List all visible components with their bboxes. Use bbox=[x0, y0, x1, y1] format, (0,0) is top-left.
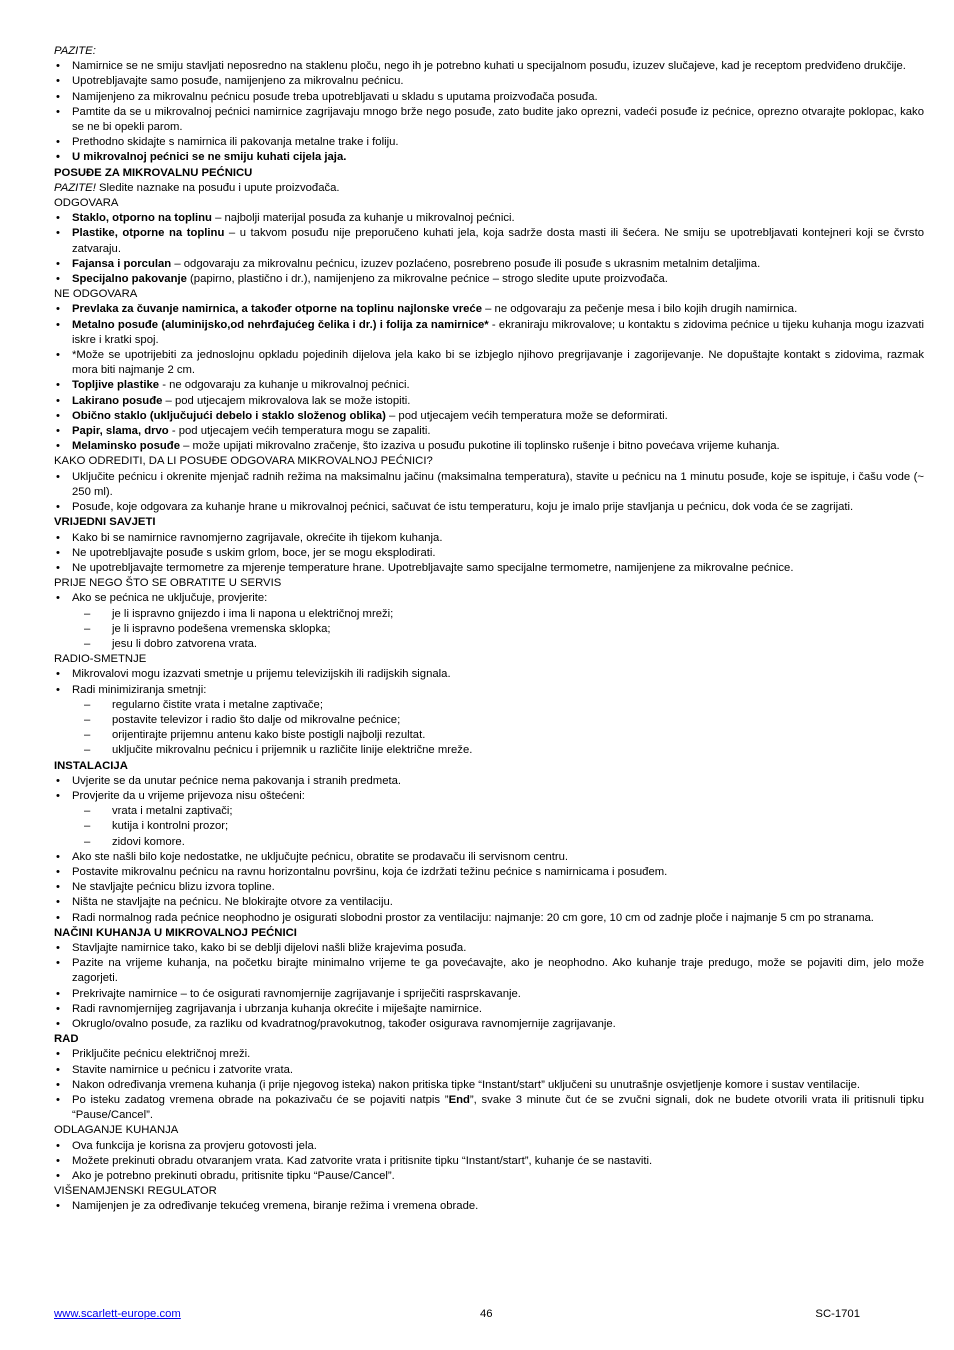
list-item: • Namijenjeno za mikrovalnu pećnicu posuđe treba upotrebljavati u skladu s uputama proizvođača posuđa. bbox=[54, 90, 924, 105]
section-heading-odlaganje: ODLAGANJE KUHANJA bbox=[54, 1124, 179, 1137]
item-text: *Može se upotrijebiti za jednoslojnu opkladu pojedinih dijelova jela kako bi se izbjeglo njihovo pregrijavanje i zagorijevanje. Ne dopuštajte kontakt s zidovima, razmak mora biti najmanje 2 cm. bbox=[72, 349, 924, 377]
section-heading-posude: POSUĐE ZA MIKROVALNU PEĆNICU bbox=[54, 166, 253, 179]
item-term: Plastike, otporne na toplinu bbox=[72, 227, 225, 240]
page-number: 46 bbox=[480, 1308, 493, 1320]
rad-list bbox=[54, 1047, 924, 1123]
section-heading-rad: RAD bbox=[54, 1033, 79, 1046]
item-text: - ne odgovaraju za kuhanje u mikrovalnoj pećnici. bbox=[159, 379, 410, 392]
list-item: • Radi minimiziranja smetnji: bbox=[54, 683, 924, 698]
list-item: • Ako se pećnica ne uključuje, provjerite: bbox=[54, 591, 924, 606]
list-item: • Prekrivajte namirnice – to će osigurati ravnomjernije zagrijavanje i spriječiti rasprskavanje. bbox=[54, 987, 924, 1002]
list-item bbox=[54, 302, 924, 317]
list-item: • U mikrovalnoj pećnici se ne smiju kuhati cijela jaja. bbox=[54, 150, 924, 165]
list-item bbox=[54, 409, 924, 424]
sub-list-item: – vrata i metalni zaptivači; bbox=[54, 804, 924, 819]
section-heading-nacini-kuhanja: NAČINI KUHANJA U MIKROVALNOJ PEĆNICI bbox=[54, 926, 297, 939]
radio-smetnje-sublist bbox=[54, 698, 924, 759]
sub-list-item: – je li ispravno podešena vremenska sklopka; bbox=[54, 622, 924, 637]
list-item: • Ne stavljajte pećnicu blizu izvora topline. bbox=[54, 880, 924, 895]
section-heading-odgovara: ODGOVARA bbox=[54, 197, 119, 210]
list-item bbox=[54, 394, 924, 409]
item-text: – u takvom posuđu nije preporučeno kuhati jela, koja sadrže dosta masti ili šećera. Ne smiju se upotrebljavati kontejneri koji se čvrsto zatvaraju. bbox=[72, 227, 924, 255]
list-item: • Provjerite da u vrijeme prijevoza nisu oštećeni: bbox=[54, 789, 924, 804]
list-item bbox=[54, 348, 924, 378]
list-item: • Pamtite da se u mikrovalnoj pećnici namirnice zagrijavaju mnogo brže nego posuđe, zato budite jako oprezni, vadeći posuđe iz pećnice, oprezno otvarajte poklopac, kako se ne bi opekli parom. bbox=[54, 105, 924, 135]
vrijedni-savjeti-list bbox=[54, 531, 924, 577]
instalacija-list bbox=[54, 774, 924, 804]
item-text: – može upijati mikrovalno zračenje, što izaziva u posuđu pukotine ili toplinsko rušenje i bitno povećava vrijeme kuhanja. bbox=[179, 440, 780, 453]
item-text: – pod utjecajem mikrovalova lak se može istopiti. bbox=[162, 394, 411, 407]
item-text: - pod utjecajem većih temperatura mogu se zapaliti. bbox=[168, 425, 431, 438]
section-heading-pazite: PAZITE: bbox=[54, 45, 96, 57]
list-item: • Uvjerite se da unutar pećnice nema pakovanja i stranih predmeta. bbox=[54, 774, 924, 789]
item-term: End bbox=[448, 1094, 470, 1107]
section-heading-servis: PRIJE NEGO ŠTO SE OBRATITE U SERVIS bbox=[54, 577, 282, 590]
list-item bbox=[54, 439, 924, 454]
section-heading-ne-odgovara: NE ODGOVARA bbox=[54, 288, 138, 301]
list-item bbox=[54, 1093, 924, 1123]
nacini-kuhanja-list bbox=[54, 941, 924, 1032]
list-item: • Upotrebljavajte samo posuđe, namijenjeno za mikrovalnu pećnicu. bbox=[54, 74, 924, 89]
website-link[interactable]: www.scarlett-europe.com bbox=[54, 1308, 181, 1320]
ne-odgovara-list bbox=[54, 302, 924, 454]
sub-list-item: – uključite mikrovalnu pećnicu i prijemnik u različite linije električne mreže. bbox=[54, 743, 924, 758]
item-text: (papirno, plastično i dr.), namijenjeno za mikrovalne pećnice – strogo sledite upute proizvođača. bbox=[186, 273, 668, 286]
list-item bbox=[54, 257, 924, 272]
instalacija-list-2 bbox=[54, 850, 924, 926]
sub-list-item: – postavite televizor i radio što dalje od mikrovalne pećnice; bbox=[54, 713, 924, 728]
pazite-note bbox=[54, 181, 924, 196]
section-heading-kako-odrediti: KAKO ODREDITI, DA LI POSUĐE ODGOVARA MIKROVALNOJ PEĆNICI? bbox=[54, 455, 433, 468]
pazite-note-text: Sledite naznake na posuđu i upute proizvođača. bbox=[95, 181, 340, 194]
list-item: • Okruglo/ovalno posuđe, za razliku od kvadratnog/pravokutnog, također osigurava ravnomjernije zagrijavanje. bbox=[54, 1017, 924, 1032]
list-item: • Mikrovalovi mogu izazvati smetnje u prijemu televizijskih ili radijskih signala. bbox=[54, 667, 924, 682]
list-item: • Namirnice se ne smiju stavljati neposredno na staklenu ploču, nego ih je potrebno kuhati u specijalnom posuđu, izuzev slučajeve, kad je receptom predviđeno drukčije. bbox=[54, 59, 924, 74]
list-item: • Posuđe, koje odgovara za kuhanje hrane u mikrovalnoj pećnici, sačuvat će istu temperaturu, koju je imalo prije stavljanja u pećnicu, dok voda će se zagrijati. bbox=[54, 500, 924, 515]
sub-list-item: – regularno čistite vrata i metalne zaptivače; bbox=[54, 698, 924, 713]
list-item: • Stavite namirnice u pećnicu i zatvorite vrata. bbox=[54, 1063, 924, 1078]
item-text: - ekraniraju mikrovalove; u kontaktu s zidovima pećnice u tijeku kuhanja mogu izazvati iskre i kratki spoj. bbox=[72, 318, 924, 346]
list-item: • Nakon određivanja vremena kuhanja (i prije njegovog isteka) nakon pritiska tipke “Instant/start” uključeni su unutrašnje osvjetljenje komore i sustav ventilacije. bbox=[54, 1078, 924, 1093]
item-term: Topljive plastike bbox=[72, 379, 160, 392]
list-item: • Možete prekinuti obradu otvaranjem vrata. Kad zatvorite vrata i pritisnite tipku “Instant/start”, kuhanje će se nastaviti. bbox=[54, 1154, 924, 1169]
pazite-note-label: PAZITE! bbox=[54, 181, 96, 194]
sub-list-item: – jesu li dobro zatvorena vrata. bbox=[54, 637, 924, 652]
sub-list-item: – kutija i kontrolni prozor; bbox=[54, 819, 924, 834]
item-term: Lakirano posuđe bbox=[72, 394, 163, 407]
list-item: • Ne upotrebljavajte termometre za mjerenje temperature hrane. Upotrebljavajte samo specijalne termometre, namijenjene za mikrovalne pećnice. bbox=[54, 561, 924, 576]
list-item: • Pazite na vrijeme kuhanja, na početku birajte minimalno vrijeme te ga povećavajte, ako je neophodno. Ako kuhanje traje predugo, može se pojaviti dim, jelo može zagorjeti. bbox=[54, 956, 924, 986]
sub-list-item: – je li ispravno gnijezdo i ima li napona u električnoj mreži; bbox=[54, 607, 924, 622]
list-item: • Uključite pećnicu i okrenite mjenjač radnih režima na maksimalnu jačinu (maksimalna temperatura), stavite u pećnicu na 1 minutu posuđe, koje se ispituje, i čašu vode (~ 250 ml). bbox=[54, 470, 924, 500]
list-item bbox=[54, 378, 924, 393]
sub-list-item: – orijentirajte prijemnu antenu kako biste postigli najbolji rezultat. bbox=[54, 728, 924, 743]
list-item bbox=[54, 211, 924, 226]
item-text: Po isteku zadatog vremena obrade na pokazivaču će se pojaviti natpis ” bbox=[72, 1094, 449, 1107]
sub-list-item: – zidovi komore. bbox=[54, 835, 924, 850]
list-item: • Ako ste našli bilo koje nedostatke, ne uključujte pećnicu, obratite se prodavaču ili servisnom centru. bbox=[54, 850, 924, 865]
item-text: – ne odgovaraju za pečenje mesa i bilo kojih drugih namirnica. bbox=[481, 303, 798, 316]
item-text: – pod utjecajem većih temperatura može se deformirati. bbox=[385, 409, 668, 422]
list-item: • Priključite pećnicu električnoj mreži. bbox=[54, 1047, 924, 1062]
item-term: Staklo, otporno na toplinu bbox=[72, 212, 212, 225]
odgovara-list bbox=[54, 211, 924, 287]
section-heading-regulator: VIŠENAMJENSKI REGULATOR bbox=[54, 1185, 217, 1198]
list-item: • Namijenjen je za određivanje tekućeg vremena, biranje režima i vremena obrade. bbox=[54, 1199, 924, 1214]
item-term: Obično staklo (uključujući debelo i staklo složenog oblika) bbox=[72, 409, 386, 422]
section-heading-vrijedni-savjeti: VRIJEDNI SAVJETI bbox=[54, 516, 156, 529]
list-item bbox=[54, 272, 924, 287]
list-item: • Ništa ne stavljajte na pećnicu. Ne blokirajte otvore za ventilaciju. bbox=[54, 895, 924, 910]
radio-smetnje-list bbox=[54, 667, 924, 697]
list-item: • Postavite mikrovalnu pećnicu na ravnu horizontalnu površinu, koja će izdržati težinu pećnice s namirnicama i posuđem. bbox=[54, 865, 924, 880]
list-item: • Radi normalnog rada pećnice neophodno je osigurati slobodni prostor za ventilaciju: najmanje: 20 cm gore, 10 cm od zadnje ploče i najmanje 5 cm po stranama. bbox=[54, 911, 924, 926]
kako-odrediti-list bbox=[54, 470, 924, 516]
servis-list bbox=[54, 591, 924, 606]
section-heading-radio-smetnje: RADIO-SMETNJE bbox=[54, 653, 147, 666]
instalacija-sublist bbox=[54, 804, 924, 850]
list-item bbox=[54, 318, 924, 348]
item-term: Specijalno pakovanje bbox=[72, 273, 187, 286]
pazite-list bbox=[54, 59, 924, 165]
servis-sublist bbox=[54, 607, 924, 653]
list-item: • Prethodno skidajte s namirnica ili pakovanja metalne trake i foliju. bbox=[54, 135, 924, 150]
list-item: • Stavljajte namirnice tako, kako bi se deblji dijelovi našli bliže krajevima posuđa. bbox=[54, 941, 924, 956]
page-footer bbox=[54, 1307, 860, 1323]
item-term: Melaminsko posuđe bbox=[72, 440, 180, 453]
item-term: Metalno posuđe (aluminijsko,od nehrđajućeg čelika i dr.) i folija za namirnice* bbox=[72, 318, 489, 331]
regulator-list bbox=[54, 1199, 924, 1214]
list-item: • Ova funkcija je korisna za provjeru gotovosti jela. bbox=[54, 1139, 924, 1154]
item-term: Prevlaka za čuvanje namirnica, a također otporne na toplinu najlonske vreće bbox=[72, 303, 482, 316]
list-item: • Kako bi se namirnice ravnomjerno zagrijavale, okrećite ih tijekom kuhanja. bbox=[54, 531, 924, 546]
item-term: Papir, slama, drvo bbox=[72, 425, 169, 438]
list-item bbox=[54, 226, 924, 256]
model-number: SC-1701 bbox=[815, 1308, 860, 1320]
list-item: • Ako je potrebno prekinuti obradu, pritisnite tipku “Pause/Cancel”. bbox=[54, 1169, 924, 1184]
document-body bbox=[54, 44, 924, 1215]
list-item: • Ne upotrebljavajte posuđe s uskim grlom, boce, jer se mogu eksplodirati. bbox=[54, 546, 924, 561]
odlaganje-list bbox=[54, 1139, 924, 1185]
section-heading-instalacija: INSTALACIJA bbox=[54, 759, 128, 772]
item-term: Fajansa i porculan bbox=[72, 257, 172, 270]
list-item: • Radi ravnomjernijeg zagrijavanja i ubrzanja kuhanja okrećite i miješajte namirnice. bbox=[54, 1002, 924, 1017]
item-text: – odgovaraju za mikrovalnu pećnicu, izuzev pozlaćeno, posrebreno posuđe ili posuđe s ukrasnim metalnim detaljima. bbox=[171, 257, 761, 270]
item-text: ”, svake 3 minute čut će se zvučni signali, dok ne budete otvorili vrata ili pritisnuli tipku “Pause/Cancel”. bbox=[72, 1094, 925, 1122]
list-item bbox=[54, 424, 924, 439]
item-text: – najbolji materijal posuđa za kuhanje u mikrovalnoj pećnici. bbox=[211, 212, 515, 225]
